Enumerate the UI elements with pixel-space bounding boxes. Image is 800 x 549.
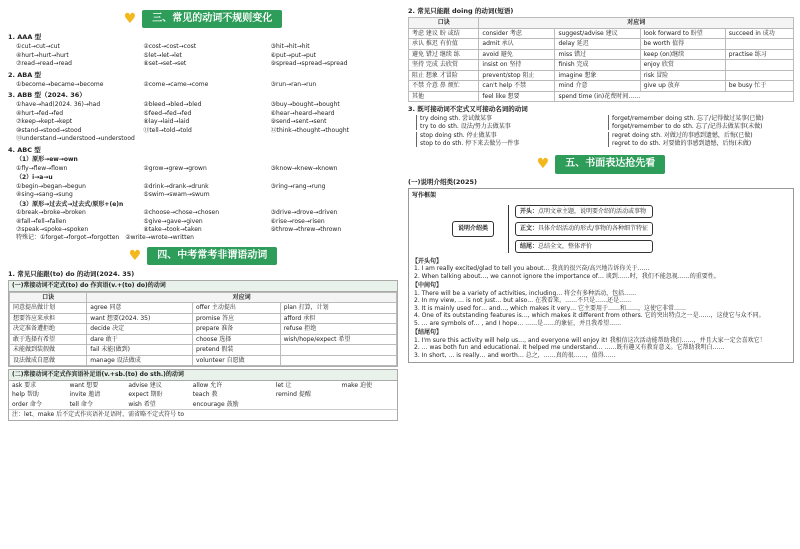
list-item: ⑦read→read→read: [16, 60, 72, 68]
table-cell: [280, 355, 396, 366]
list-item: ②come→came→come: [143, 80, 209, 88]
branch-key: 开头：: [520, 207, 539, 215]
table-cell: 阻止 想象 才冒险: [409, 70, 479, 81]
abc-sub-2: （2）i→a→u: [16, 174, 53, 181]
table-cell: afford 承担: [280, 313, 396, 324]
table-cell: 决定准备遭拒绝: [10, 324, 87, 335]
list-item: ①fly→flew→flown: [16, 164, 68, 172]
table-cell: agree 同意: [87, 303, 193, 314]
branch-text: 总结全文，整体评价: [538, 242, 593, 250]
table-cell: give up 放弃: [640, 81, 725, 92]
table-cell: admit 承认: [479, 39, 555, 50]
writing-frame: [408, 188, 794, 363]
to-do-table: [9, 292, 397, 367]
table-cell: [280, 345, 396, 356]
list-item: ②cost→cost→cost: [143, 43, 197, 51]
table-cell: promise 答应: [193, 313, 281, 324]
list-item: ⑤let→let→let: [143, 51, 182, 59]
sentence: 1. I'm sure this activity will help us…, and everyone will enjoy it! 我相信这次活动能帮助我们……，并且大家一定会喜欢它！: [414, 336, 766, 344]
table-cell: 承认 推迟 有价值: [409, 39, 479, 50]
table-row: [10, 345, 397, 356]
left-column: [8, 4, 398, 545]
complement-note: 注：let、make 后不定式作宾语补足语时，需省略不定式符号 to: [9, 409, 397, 420]
list-item: ③know→knew→known: [270, 164, 338, 172]
to-do-object-box: [8, 280, 398, 367]
section-banner-4: [8, 245, 398, 267]
table-cell: keep (on)继续: [640, 49, 725, 60]
sentence: 2. When talking about…, we cannot ignore the importance of… 谈到……时，我们不能忽视……的重要性。: [414, 272, 720, 280]
section-banner-3: [8, 8, 398, 30]
table-cell: imagine 想象: [555, 70, 640, 81]
list-item: ⑥put→put→put: [270, 51, 316, 59]
table-row: [409, 39, 794, 50]
list-item: ③hit→hit→hit: [270, 43, 310, 51]
banner-title: 三、常见的动词不规则变化: [142, 10, 282, 29]
table-cell: advise 建议: [128, 381, 162, 389]
table-row: [409, 49, 794, 60]
list-item: ⑧set→set→set: [143, 60, 187, 68]
table-cell: teach 教: [192, 391, 218, 399]
table-row: [10, 303, 397, 314]
table-cell: [725, 60, 793, 71]
doing-table: [408, 17, 794, 102]
table-cell: wish 希望: [128, 400, 156, 408]
list-item: ⑥hear→heard→heard: [270, 109, 335, 117]
table-cell: mind 介意: [555, 81, 640, 92]
table-row: [10, 324, 397, 335]
list-item: ⑨send→sent→sent: [270, 118, 327, 126]
table-cell: practise 练习: [725, 49, 793, 60]
list-item: ⑤feed→fed→fed: [143, 109, 192, 117]
table-cell: plan 打算，计划: [280, 303, 396, 314]
aba-list: [16, 81, 398, 89]
list-item: ⑦keep→kept→kept: [16, 118, 73, 126]
table-cell: consider 考虑: [479, 28, 555, 39]
col-header: 口诀: [409, 18, 479, 29]
list-item: ⑧take→took→taken: [143, 226, 202, 233]
pair-line: stop doing sth. 停止做某事: [420, 132, 497, 140]
table-cell: refuse 拒绝: [280, 324, 396, 335]
table-cell: fail 未能(做到): [87, 345, 193, 356]
table-cell: remind 提醒: [275, 391, 311, 399]
list-item: ②grow→grew→grown: [143, 164, 207, 172]
banner-title: 四、中考常考非谓语动词: [147, 247, 277, 266]
sentence: 3. It is mainly used for… and…, which makes it very… 它主要用于……和……，这使它非常……: [414, 304, 687, 312]
aaa-list: [16, 43, 398, 68]
table-cell: order 命令: [12, 400, 42, 408]
table-cell: look forward to 盼望: [640, 28, 725, 39]
table-row: [409, 70, 794, 81]
heart-icon: ♥: [128, 248, 142, 264]
table-cell: want 想要(2024. 35): [87, 313, 193, 324]
table-cell: encourage 鼓励: [192, 400, 239, 408]
table-row: [10, 313, 397, 324]
list-item: ④sing→sang→sung: [16, 191, 73, 198]
heart-icon: ♥: [123, 11, 137, 27]
branch-text: 点明文章主题，说明要介绍的活动或事物: [538, 207, 647, 215]
table-row: [10, 355, 397, 366]
table-cell: let 让: [275, 381, 292, 389]
col-header: 对应词: [87, 292, 397, 303]
heart-icon: ♥: [536, 156, 550, 173]
list-item: ②drink→drank→drunk: [143, 182, 209, 190]
table-cell: 想要答应来承担: [10, 313, 87, 324]
table-cell: decide 决定: [87, 324, 193, 335]
abc-heading: 4. ABC 型: [8, 145, 41, 154]
banner-title: 五、书面表达抢先看: [555, 155, 665, 174]
table-cell: wish/hope/expect 希望: [280, 334, 396, 345]
table-cell: delay 延迟: [555, 39, 640, 50]
table-cell: avoid 避免: [479, 49, 555, 60]
table-row: [409, 91, 794, 102]
mind-branch: [515, 240, 653, 254]
table-row: [409, 60, 794, 71]
list-item: ①break→broke→broken: [16, 209, 86, 216]
abc-list-3: [16, 209, 398, 234]
table-cell: prepare 准备: [193, 324, 281, 335]
table-cell: pretend 假装: [193, 345, 281, 356]
sentence: 5. … are symbols of… , and I hope… ……是……的象征，并且我希望……: [414, 319, 622, 327]
pair-stop: [416, 132, 602, 147]
table-cell: dare 敢于: [87, 334, 193, 345]
aba-heading: 2. ABA 型: [8, 70, 42, 79]
table-row: [9, 381, 397, 391]
special-note: 特殊记：①forget→forgot→forgotten ②write→wrote→written: [16, 233, 194, 241]
list-item: ⑩stand→stood→stood: [16, 126, 82, 134]
ending-label: 【结尾句】: [412, 329, 443, 337]
table-cell: 敢于选择有希望: [10, 334, 87, 345]
table-cell: insist on 坚持: [479, 60, 555, 71]
list-item: ⑧lay→laid→laid: [143, 118, 190, 126]
list-item: ⑥rise→rose→risen: [270, 217, 325, 225]
both-forms-pairs: [416, 115, 794, 149]
table-row: [9, 390, 397, 400]
list-item: ③buy→bought→bought: [270, 101, 340, 109]
mind-root: 说明介绍类: [452, 221, 494, 237]
list-item: ⑬understand→understood→understood: [16, 135, 135, 143]
table-cell: 不禁 介意 鼻 烦忙: [409, 81, 479, 92]
sentence: 1. I am really excited/glad to tell you about… 我真的很兴奋/高兴地告诉你关于……: [414, 265, 650, 273]
abc-sub-3: （3）原形→过去式→过去式/原形+(e)n: [16, 200, 124, 208]
frame-label: 写作框架: [412, 192, 437, 200]
list-item: ①cut→cut→cut: [16, 43, 60, 51]
abc-list-1: [16, 165, 398, 173]
sentence: 2. … was both fun and educational. It helped me understand… ……既有趣又有教育意义。它帮助我明白……: [414, 344, 725, 352]
to-do-heading: 1. 常见只能跟(to) do 的动词(2024. 35): [8, 270, 135, 278]
table-cell: 坚持 完成 去欣赏: [409, 60, 479, 71]
sentence: 3. In short, … is really… and worth… 总之，……真的很……，值得……: [414, 351, 616, 359]
table-cell: can't help 不禁: [479, 81, 555, 92]
table-cell: suggest/advise 建议: [555, 28, 640, 39]
both-forms-heading: 3. 既可接动词不定式又可接动名词的动词: [408, 105, 528, 114]
table-cell: make 迫使: [341, 381, 373, 389]
doing-heading: 2. 常见只能跟 doing 的动词(短语): [408, 7, 514, 15]
abc-sub-1: （1）原形→ew→own: [16, 156, 78, 163]
list-item: ⑨spread→spread→spread: [270, 60, 348, 68]
table-cell: be worth 值得: [640, 39, 725, 50]
table-cell: miss 错过: [555, 49, 640, 60]
to-do-complement-box: [8, 369, 398, 421]
table-row: [409, 28, 794, 39]
table-cell: finish 完成: [555, 60, 640, 71]
table-cell: be busy 忙于: [725, 81, 793, 92]
list-item: ⑤swim→swam→swum: [143, 191, 210, 198]
list-item: ①become→became→become: [16, 80, 104, 88]
list-item: ③drive→drove→driven: [270, 209, 338, 216]
table-cell: offer 主动提出: [193, 303, 281, 314]
table-cell: 未能做到装假做: [10, 345, 87, 356]
table-cell: choose 选择: [193, 334, 281, 345]
table-cell: help 帮助: [12, 391, 39, 399]
table-cell: ask 要求: [12, 381, 37, 389]
table-cell: spend time (in)花费时间……: [555, 91, 794, 102]
table-cell: 避免 错过 继续 练: [409, 49, 479, 60]
list-item: ⑦speak→spoke→spoken: [16, 226, 89, 233]
aaa-heading: 1. AAA 型: [8, 33, 42, 41]
table-cell: manage 设法做成: [87, 355, 193, 366]
list-item: ④fall→fell→fallen: [16, 217, 67, 225]
table-cell: [339, 390, 397, 400]
pair-line: forget/remember doing sth. 忘了/记得做过某事(已做): [612, 115, 764, 123]
list-item: ⑨throw→threw→thrown: [270, 226, 342, 233]
abc-list-2: [16, 183, 398, 199]
table-cell: invite 邀请: [69, 391, 101, 399]
list-item: ④hurt→hurt→hurt: [16, 51, 69, 59]
sentence: 1. There will be a variety of activities, including… 将会有多种活动，包括……: [414, 289, 637, 297]
pair-regret: [608, 132, 794, 147]
list-item: ⑪tell→told→told: [143, 126, 192, 134]
table-cell: prevent/stop 阻止: [479, 70, 555, 81]
table-cell: 同意提出做计划: [10, 303, 87, 314]
table-cell: [725, 70, 793, 81]
branch-key: 正文：: [520, 225, 539, 233]
pair-line: forget/remember to do sth. 忘了/记得去做某事(未做): [612, 122, 763, 130]
opening-label: 【开头句】: [412, 257, 443, 265]
table-cell: tell 命令: [69, 400, 93, 408]
col-header: 口诀: [10, 292, 87, 303]
right-column: [408, 4, 794, 545]
pair-try: [416, 115, 602, 130]
table-cell: [725, 39, 793, 50]
table-cell: enjoy 欣赏: [640, 60, 725, 71]
table-cell: 其他: [409, 91, 479, 102]
sentence: 2. In my view, … is not just… but also… 在我看来，……不只是……还是……: [414, 297, 632, 305]
abb-list: [16, 101, 398, 143]
table-cell: [339, 400, 397, 410]
branch-key: 结尾：: [520, 242, 539, 250]
pair-line: regret doing sth. 对做过的事感到遗憾，后悔(已做): [612, 132, 753, 140]
list-item: ①have→had(2024. 36)→had: [16, 101, 101, 109]
table-cell: allow 允许: [192, 381, 223, 389]
middle-label: 【中间句】: [412, 282, 443, 290]
table-cell: succeed in 成功: [725, 28, 793, 39]
pair-line: regret to do sth. 对要做的事感到遗憾，后悔(未做): [612, 139, 752, 147]
table-cell: [273, 400, 339, 410]
pair-line: try doing sth. 尝试做某事: [420, 115, 493, 123]
list-item: ③run→ran→run: [270, 80, 317, 88]
pair-forget: [608, 115, 794, 130]
list-item: ③ring→rang→rung: [270, 182, 326, 190]
table-cell: 设法做成自愿做: [10, 355, 87, 366]
table-cell: want 想要: [69, 381, 99, 389]
table-row: [10, 334, 397, 345]
box-heading: (一)常接动词不定式(to) do 作宾语(v.+(to) do)的动词: [9, 281, 397, 292]
pair-line: try to do sth. 设法/努力去做某事: [420, 122, 511, 130]
table-cell: feel like 想要: [479, 91, 555, 102]
box-heading: (二)常接动词不定式作宾语补足语(v.+sb.(to) do sth.)的动词: [9, 370, 397, 381]
mind-branch: [515, 222, 653, 236]
table-cell: risk 冒险: [640, 70, 725, 81]
sentence: 4. One of its outstanding features is…, which makes it different from others. 它的突出特点之一是……，这使它与众不同。: [414, 312, 765, 320]
mind-map: [452, 202, 790, 256]
mind-branch: [515, 205, 653, 219]
table-cell: 考虑 建议 盼 或结: [409, 28, 479, 39]
mind-branches: [508, 205, 653, 254]
writing-heading: (一)说明介绍类(2025): [408, 178, 477, 187]
branch-text: 具体介绍活动的形式/事物的各种细节特征: [538, 225, 649, 233]
pair-line: stop to do sth. 停下来去做另一件事: [420, 139, 520, 147]
list-item: ②bleed→bled→bled: [143, 101, 202, 109]
table-cell: volunteer 自愿做: [193, 355, 281, 366]
col-header: 对应词: [479, 18, 794, 29]
list-item: ①begin→began→begun: [16, 182, 86, 190]
complement-table: [9, 381, 397, 410]
list-item: ⑤give→gave→given: [143, 217, 203, 225]
table-row: [409, 81, 794, 92]
section-banner-5: [408, 153, 794, 175]
list-item: ④hurt→fed→fed: [16, 109, 64, 117]
list-item: ⑫think→thought→thought: [270, 126, 349, 134]
abb-heading: 3. ABB 型（2024. 36）: [8, 91, 86, 100]
table-row: [9, 400, 397, 410]
list-item: ②choose→chose→chosen: [143, 209, 220, 216]
table-cell: expect 期盼: [128, 391, 163, 399]
